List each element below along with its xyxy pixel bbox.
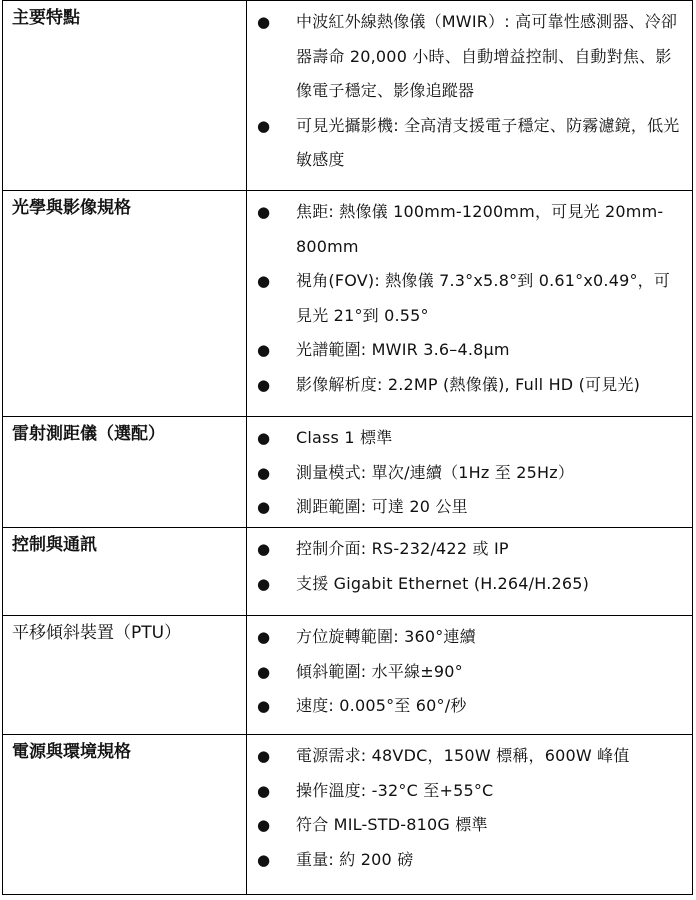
bullet-icon: ● bbox=[257, 272, 271, 290]
bullet-icon: ● bbox=[257, 540, 271, 558]
category-label: 控制與通訊 bbox=[12, 535, 97, 555]
spec-item-text: 視角(FOV): 熱像儀 7.3°x5.8°到 0.61°x0.49°，可見光 21°到 0.55° bbox=[296, 271, 671, 325]
spec-item-text: 符合 MIL-STD-810G 標準 bbox=[296, 815, 488, 834]
category-cell bbox=[3, 735, 247, 895]
spec-item bbox=[247, 5, 684, 109]
category-cell bbox=[3, 191, 247, 417]
bullet-icon: ● bbox=[257, 429, 271, 447]
spec-item-text: 中波紅外線熱像儀（MWIR）: 高可靠性感測器、冷卻器壽命 20,000 小時、自動增益控制、自動對焦、影像電子穩定、影像追蹤器 bbox=[296, 12, 678, 100]
spec-row-key-features bbox=[3, 1, 693, 191]
spec-item bbox=[247, 109, 684, 178]
spec-item-text: 光譜範圍: MWIR 3.6–4.8μm bbox=[296, 340, 510, 359]
spec-item-text: 測距範圍: 可達 20 公里 bbox=[296, 497, 468, 516]
spec-table bbox=[2, 0, 693, 895]
spec-item bbox=[247, 689, 684, 724]
category-cell bbox=[3, 616, 247, 735]
spec-bullet-list bbox=[247, 532, 684, 601]
spec-item-text: 影像解析度: 2.2MP (熱像儀), Full HD (可見光) bbox=[296, 374, 641, 394]
spec-bullet-list bbox=[247, 5, 684, 178]
spec-row-optics-imaging bbox=[3, 191, 693, 417]
spec-row-control-comms bbox=[3, 528, 693, 616]
spec-item-text: 焦距: 熱像儀 100mm-1200mm，可見光 20mm-800mm bbox=[296, 202, 664, 256]
spec-item-text: 支援 Gigabit Ethernet (H.264/H.265) bbox=[296, 573, 590, 593]
bullet-icon: ● bbox=[257, 463, 271, 482]
spec-item bbox=[247, 333, 684, 368]
bullet-icon: ● bbox=[257, 781, 271, 800]
spec-bullet-list bbox=[247, 195, 684, 402]
spec-item bbox=[247, 808, 684, 843]
spec-bullet-list bbox=[247, 739, 684, 877]
spec-item bbox=[247, 421, 684, 456]
bullet-icon: ● bbox=[257, 375, 271, 394]
spec-item-text: 操作溫度: -32°C 至+55°C bbox=[296, 780, 494, 800]
spec-item bbox=[247, 567, 684, 602]
spec-item-text: 測量模式: 單次/連續（1Hz 至 25Hz） bbox=[296, 462, 575, 482]
bullet-icon: ● bbox=[257, 341, 271, 359]
bullet-icon: ● bbox=[257, 203, 271, 221]
spec-details-cell bbox=[247, 735, 693, 895]
spec-item-text: Class 1 標準 bbox=[296, 428, 393, 447]
spec-row-power-environment bbox=[3, 735, 693, 895]
spec-details-cell bbox=[247, 1, 693, 191]
category-cell bbox=[3, 1, 247, 191]
spec-bullet-list bbox=[247, 620, 684, 724]
spec-item bbox=[247, 264, 684, 333]
spec-item-text: 電源需求: 48VDC，150W 標稱，600W 峰值 bbox=[296, 746, 630, 765]
bullet-icon: ● bbox=[257, 662, 271, 681]
bullet-icon: ● bbox=[257, 850, 271, 869]
spec-item bbox=[247, 532, 684, 567]
bullet-icon: ● bbox=[257, 628, 271, 646]
spec-item bbox=[247, 195, 684, 264]
bullet-icon: ● bbox=[257, 697, 271, 715]
spec-item-text: 速度: 0.005°至 60°/秒 bbox=[296, 696, 467, 715]
spec-item bbox=[247, 843, 684, 878]
spec-item bbox=[247, 368, 684, 403]
spec-item-text: 控制介面: RS-232/422 或 IP bbox=[296, 539, 509, 558]
spec-table-body bbox=[3, 1, 693, 895]
spec-item-text: 方位旋轉範圍: 360°連續 bbox=[296, 627, 476, 646]
spec-item-text: 傾斜範圍: 水平線±90° bbox=[296, 661, 463, 681]
spec-item bbox=[247, 456, 684, 491]
bullet-icon: ● bbox=[257, 116, 271, 135]
spec-item bbox=[247, 655, 684, 690]
category-label: 雷射測距儀（選配） bbox=[12, 424, 165, 444]
spec-item-text: 可見光攝影機: 全高清支援電子穩定、防霧濾鏡，低光敏感度 bbox=[296, 115, 680, 169]
category-label: 平移傾斜裝置（PTU） bbox=[12, 623, 182, 643]
spec-item-text: 重量: 約 200 磅 bbox=[296, 849, 414, 869]
bullet-icon: ● bbox=[257, 574, 271, 593]
bullet-icon: ● bbox=[257, 13, 271, 31]
category-cell bbox=[3, 528, 247, 616]
category-label: 主要特點 bbox=[12, 8, 80, 28]
category-label: 光學與影像規格 bbox=[12, 198, 131, 218]
spec-details-cell bbox=[247, 191, 693, 417]
category-label: 電源與環境規格 bbox=[12, 742, 131, 762]
bullet-icon: ● bbox=[257, 747, 271, 765]
spec-item bbox=[247, 774, 684, 809]
spec-bullet-list bbox=[247, 421, 684, 525]
spec-item bbox=[247, 620, 684, 655]
bullet-icon: ● bbox=[257, 498, 271, 516]
bullet-icon: ● bbox=[257, 816, 271, 834]
spec-details-cell bbox=[247, 417, 693, 528]
spec-details-cell bbox=[247, 616, 693, 735]
spec-row-ptu bbox=[3, 616, 693, 735]
spec-row-laser-rangefinder bbox=[3, 417, 693, 528]
spec-details-cell bbox=[247, 528, 693, 616]
spec-item bbox=[247, 739, 684, 774]
spec-item bbox=[247, 490, 684, 525]
category-cell bbox=[3, 417, 247, 528]
